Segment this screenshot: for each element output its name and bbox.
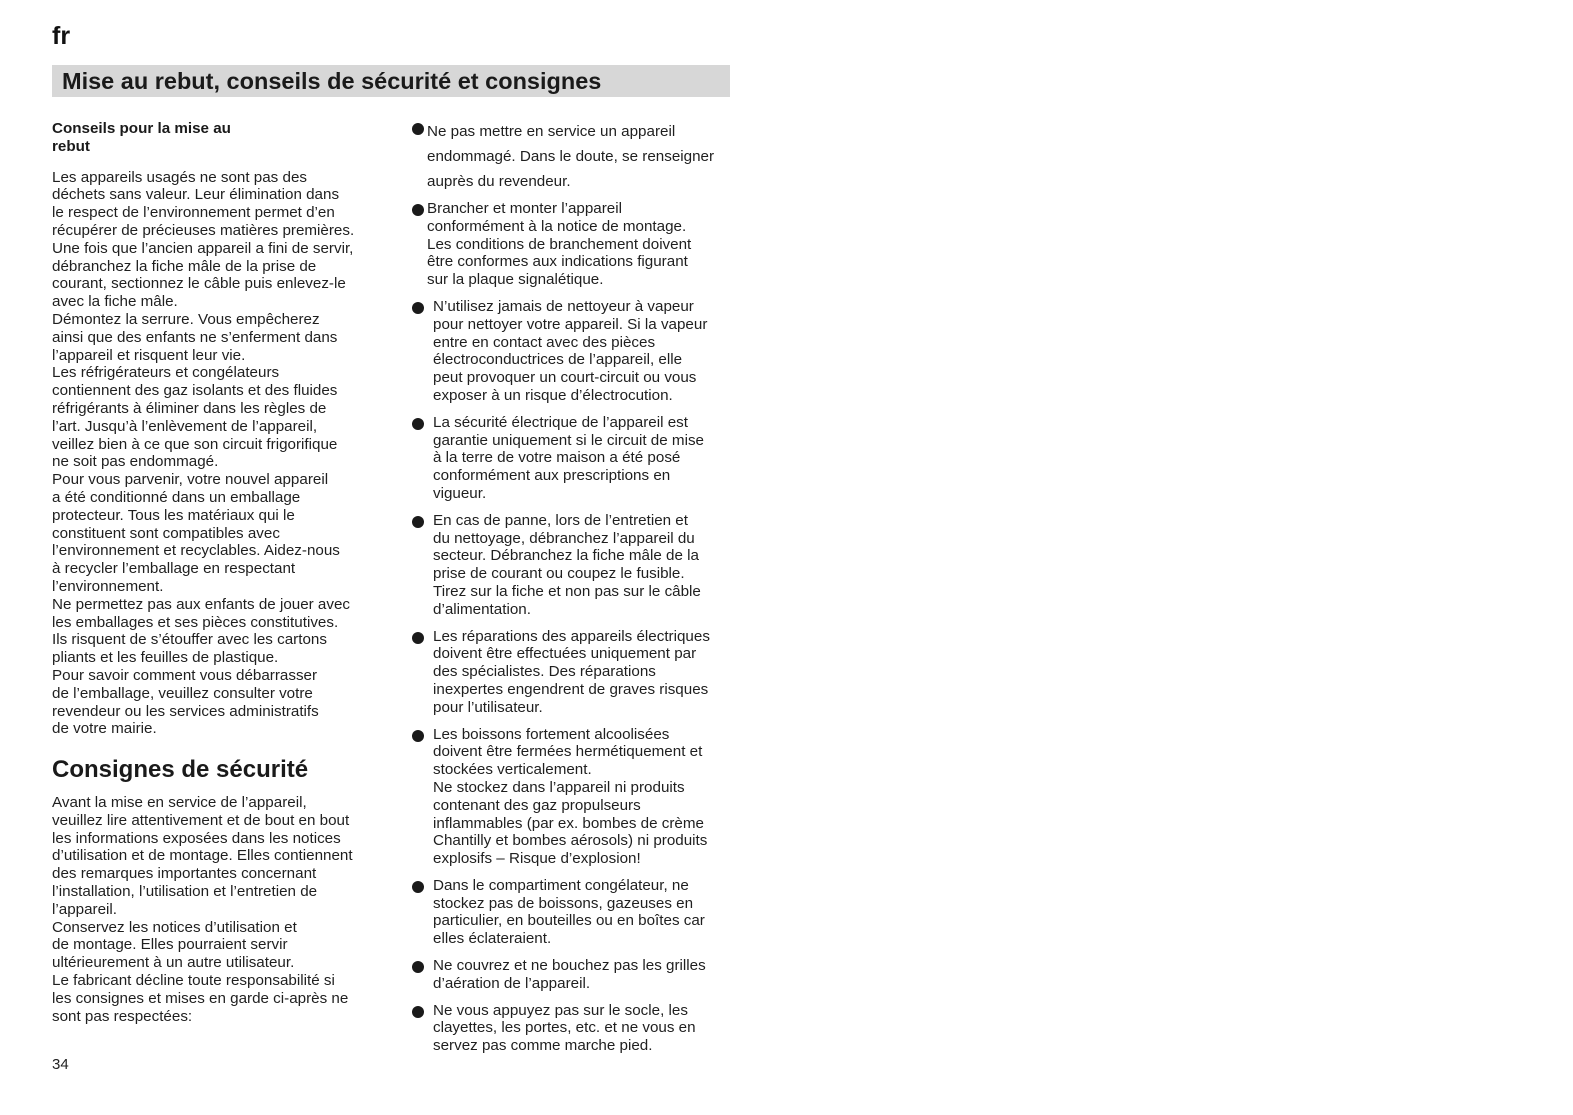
bullet-dot-icon: [412, 516, 424, 528]
disposal-heading: Conseils pour la mise au rebut: [52, 120, 231, 155]
bullet-dot-icon: [412, 730, 424, 742]
bullet-item: [411, 512, 741, 619]
bullet-dot-icon: [412, 632, 424, 644]
page-number: 34: [52, 1056, 69, 1073]
bullet-dot-icon: [412, 204, 424, 216]
safety-paragraph: Avant la mise en service de l’appareil, veuillez lire attentivement et de bout en bout les informations exposées dans les notices d’utilisation et de montage. Elles contiennent des remarques importantes concernant l’installation, l’utilisation et l’entretien de l’appareil. Conservez les notices d’utilisation et de montage. Elles pourraient servir ultérieurement à un autre utilisateur. Le fabricant décline toute responsabilité si les consignes et mises en garde ci-après ne sont pas respectées:: [52, 794, 353, 1025]
bullet-item: [411, 957, 741, 993]
bullet-dot-icon: [412, 881, 424, 893]
bullet-dot-icon: [412, 961, 424, 973]
bullet-item: [411, 119, 741, 194]
safety-bullet-list: [411, 119, 741, 1064]
bullet-dot-icon: [412, 123, 424, 135]
bullet-item: [411, 200, 741, 289]
bullet-text: Les réparations des appareils électriques doivent être effectuées uniquement par des spécialistes. Des réparations inexpertes engendrent de graves risques pour l’utilisateur.: [433, 627, 710, 716]
bullet-dot-icon: [412, 1006, 424, 1018]
bullet-dot-icon: [412, 302, 424, 314]
language-code: fr: [52, 22, 71, 50]
safety-heading: Consignes de sécurité: [52, 756, 309, 784]
bullet-item: [411, 628, 741, 717]
bullet-text: Les boissons fortement alcoolisées doivent être fermées hermétiquement et stockées verticalement. Ne stockez dans l’appareil ni produits contenant des gaz propulseurs inflammables (par ex. bombes de crème Chantilly et bombes aérosols) ni produits explosifs – Risque d’explosion!: [433, 725, 708, 868]
bullet-item: [411, 298, 741, 405]
bullet-text: Brancher et monter l’appareil conformément à la notice de montage. Les conditions de branchement doivent être conformes aux indications figurant sur la plaque signalétique.: [427, 200, 692, 289]
bullet-text: En cas de panne, lors de l’entretien et du nettoyage, débranchez l’appareil du secteur. Débranchez la fiche mâle de la prise de courant ou coupez le fusible. Tirez sur la fiche et non pas sur le câble d’alimentation.: [433, 511, 701, 618]
bullet-dot-icon: [412, 418, 424, 430]
bullet-text: Ne pas mettre en service un appareil endommagé. Dans le doute, se renseigner auprès du revendeur.: [427, 123, 715, 190]
bullet-text: Dans le compartiment congélateur, ne stockez pas de boissons, gazeuses en particulier, en bouteilles ou en boîtes car elles éclateraient.: [433, 876, 705, 948]
bullet-text: La sécurité électrique de l’appareil est garantie uniquement si le circuit de mise à la terre de votre maison a été posé conformément aux prescriptions en vigueur.: [433, 413, 704, 502]
bullet-item: [411, 877, 741, 948]
bullet-item: [411, 726, 741, 868]
bullet-text: N’utilisez jamais de nettoyeur à vapeur pour nettoyer votre appareil. Si la vapeur entre en contact avec des pièces électroconductrices de l’appareil, elle peut provoquer un court-circuit ou vous exposer à un risque d’électrocution.: [433, 297, 708, 404]
bullet-text: Ne couvrez et ne bouchez pas les grilles d’aération de l’appareil.: [433, 957, 706, 992]
section-banner-title: Mise au rebut, conseils de sécurité et consignes: [52, 65, 730, 97]
bullet-text: Ne vous appuyez pas sur le socle, les clayettes, les portes, etc. et ne vous en servez pas comme marche pied.: [433, 1001, 696, 1055]
bullet-item: [411, 414, 741, 503]
bullet-item: [411, 1002, 741, 1055]
left-column: [52, 120, 382, 1025]
disposal-paragraph: Les appareils usagés ne sont pas des déchets sans valeur. Leur élimination dans le respect de l’environnement permet d’en récupérer de précieuses matières premières. Une fois que l’ancien appareil a fini de servir, débranchez la fiche mâle de la prise de courant, sectionnez le câble puis enlevez-le avec la fiche mâle. Démontez la serrure. Vous empêcherez ainsi que des enfants ne s’enferment dans l’appareil et risquent leur vie. Les réfrigérateurs et congélateurs contiennent des gaz isolants et des fluides réfrigérants à éliminer dans les règles de l’art. Jusqu’à l’enlèvement de l’appareil, veillez bien à ce que son circuit frigorifique ne soit pas endommagé. Pour vous parvenir, votre nouvel appareil a été conditionné dans un emballage protecteur. Tous les matériaux qui le constituent sont compatibles avec l’environnement et recyclables. Aidez-nous à recycler l’emballage en respectant l’environnement. Ne permettez pas aux enfants de jouer avec les emballages et ses pièces constitutives. Ils risquent de s’étouffer avec les cartons pliants et les feuilles de plastique. Pour savoir comment vous débarrasser de l’emballage, veuillez consulter votre revendeur ou les services administratifs de votre mairie.: [52, 168, 355, 738]
